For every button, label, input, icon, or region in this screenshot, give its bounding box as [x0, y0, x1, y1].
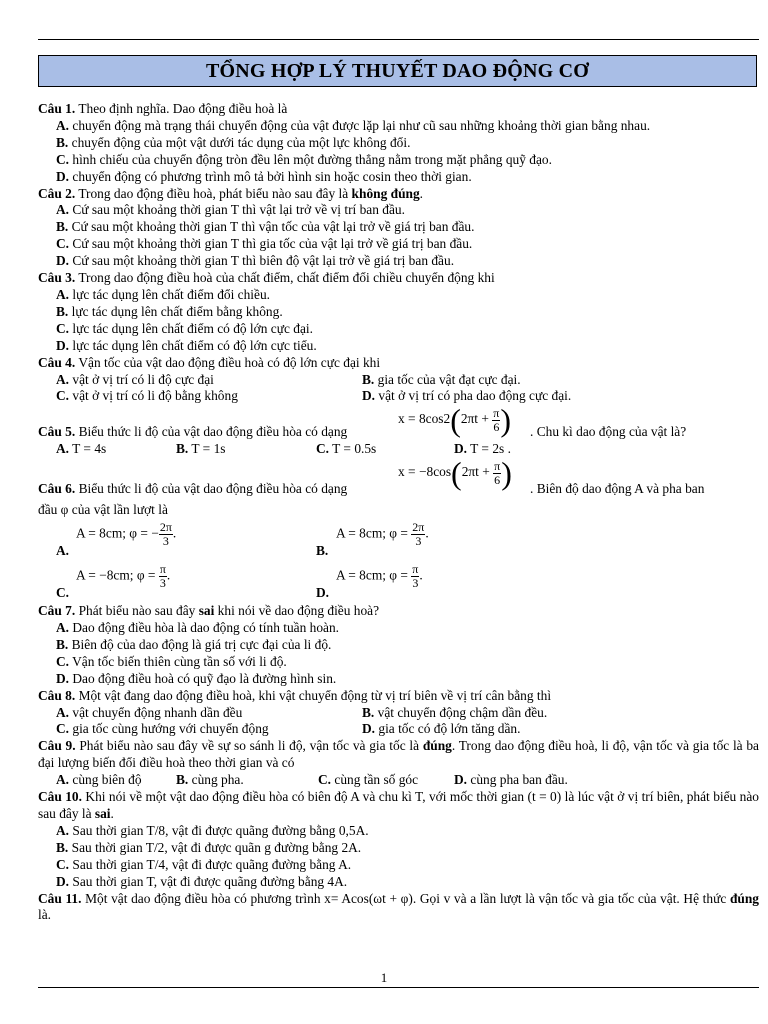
option-d: D. lực tác dụng lên chất điểm có độ lớn cực tiểu. — [56, 337, 317, 353]
option-d: D. gia tốc có độ lớn tăng dần. — [362, 721, 521, 737]
question-6: x = −8cos(2πt + $\frac{\pi}{6}$ ) Câu 6. Biểu thức li độ của vật dao động điều hòa có dạng . Biên độ dao động A và pha ban — [38, 455, 705, 497]
option-c: C. Vận tốc biến thiên cùng tần số với li độ. — [56, 653, 287, 669]
question-10: Câu 10. Khi nói về một vật dao động điều hòa có biên độ A và chu kì T, với mốc thời gian (t = 0) là lúc vật ở vị trí biên, phát biểu nào sau đây là sai. — [38, 789, 760, 821]
option-c: C. T = 0.5s — [316, 441, 377, 457]
options-row — [38, 441, 759, 458]
page-number: 1 — [380, 970, 388, 985]
option-d: D. Sau thời gian T, vật đi được quãng đường bằng 4A. — [56, 873, 348, 889]
question-2: Câu 2. Trong dao động điều hoà, phát biểu nào sau đây là không đúng. — [38, 185, 424, 201]
question-label: Câu 1. — [38, 101, 76, 116]
top-rule — [38, 39, 759, 40]
equation: x = −8cos(2πt + $\frac{\pi}{6}$ ) — [398, 455, 512, 492]
equation: x = 8cos2(2πt + $\frac{\pi}{6}$ ) — [398, 402, 511, 439]
option-c: C. vật ở vị trí có li độ bằng không — [56, 388, 238, 404]
option-a: A. Sau thời gian T/8, vật đi được quãng đường bằng 0,5A. — [56, 822, 369, 838]
option-a: A. T = 4s — [56, 441, 107, 457]
option-d: D. Dao động điều hoà có quỹ đạo là đường hình sin. — [56, 670, 337, 686]
question-1 — [38, 101, 759, 118]
options-row: C. A = −8cm; φ = $\frac{\pi}{3}$ . D. A = 8cm; φ = $\frac{\pi}{3}$ . — [56, 562, 423, 601]
option-b: B. vật chuyển động chậm dần đều. — [362, 704, 548, 720]
options-row — [38, 388, 759, 405]
option-c: A = −8cm; φ = $\frac{\pi}{3}$ . — [76, 562, 171, 591]
question-list — [38, 101, 759, 924]
option-a: A. cùng biên độ — [56, 772, 142, 788]
option-b: B. chuyển động của một vật dưới tác dụng của một lực không đổi. — [56, 134, 411, 150]
option-a: A. lực tác dụng lên chất điểm đổi chiều. — [56, 286, 271, 302]
bottom-rule — [38, 987, 759, 988]
option-d: D. cùng pha ban đầu. — [454, 772, 568, 788]
option-c: C. Sau thời gian T/4, vật đi được quãng đường bằng A. — [56, 856, 352, 872]
option-b: B. cùng pha. — [176, 772, 244, 788]
option-a: A. vật chuyển động nhanh dần đều — [56, 704, 243, 720]
option-b: B. Biên độ của dao động là giá trị cực đại của li độ. — [56, 636, 332, 652]
options-row — [38, 721, 759, 738]
page-title: TỔNG HỢP LÝ THUYẾT DAO ĐỘNG CƠ — [38, 55, 757, 87]
option-c: C. Cứ sau một khoảng thời gian T thì gia tốc của vật lại trở về giá trị ban đầu. — [56, 236, 473, 252]
option-c: C. gia tốc cùng hướng với chuyển động — [56, 721, 269, 737]
option-b: A = 8cm; φ = $\frac{2\pi}{3}$ . — [336, 520, 429, 549]
option-d: A = 8cm; φ = $\frac{\pi}{3}$ . — [336, 562, 423, 591]
option-b: B. Cứ sau một khoảng thời gian T thì vận tốc của vật lại trở về giá trị ban đầu. — [56, 219, 475, 235]
option-c: C. lực tác dụng lên chất điểm có độ lớn cực đại. — [56, 320, 313, 336]
option-d: D. T = 2s . — [454, 441, 511, 457]
option-b: B. lực tác dụng lên chất điểm bằng không. — [56, 303, 283, 319]
option-a: A = 8cm; φ = − $\frac{2\pi}{3}$ . — [76, 520, 177, 549]
options-row — [38, 705, 759, 722]
question-9: Câu 9. Phát biểu nào sau đây về sự so sánh li độ, vận tốc và gia tốc là đúng. Trong dao động điều hoà, li độ, vận tốc và gia tốc là ba đại lượng biến đổi điều hoà theo thời gian và có — [38, 738, 759, 771]
question-stem: Theo định nghĩa. Dao động điều hoà là — [75, 101, 288, 116]
question-11: Câu 11. Một vật dao động điều hòa có phương trình x= Acos(ωt + φ). Gọi v và a lần lượt là vận tốc và gia tốc của vật. Hệ thức đúng là. — [38, 890, 759, 923]
option-d: D. Cứ sau một khoảng thời gian T thì biên độ vật lại trở về giá trị ban đầu. — [56, 253, 455, 269]
option-d: D. vật ở vị trí có pha dao động cực đại. — [362, 388, 572, 404]
option-c: C. hình chiếu của chuyển động tròn đều lên một đường thẳng nằm trong mặt phẳng quỹ đạo. — [56, 151, 552, 167]
options-row — [38, 372, 759, 389]
option-a: A. Dao động điều hòa là dao động có tính tuần hoàn. — [56, 620, 340, 636]
options-row — [38, 772, 759, 789]
question-8: Câu 8. Một vật đang dao động điều hoà, khi vật chuyển động từ vị trí biên về vị trí cân bằng thì — [38, 687, 552, 703]
option-b: B. T = 1s — [176, 441, 226, 457]
question-5: x = 8cos2(2πt + $\frac{\pi}{6}$ ) Câu 5. Biểu thức li độ của vật dao động điều hòa có dạng . Chu kì dao động của vật là? — [38, 402, 687, 440]
option-a: A. vật ở vị trí có li độ cực đại — [56, 371, 214, 387]
question-3: Câu 3. Trong dao động điều hoà của chất điểm, chất điểm đổi chiều chuyển động khi — [38, 270, 495, 286]
question-7: Câu 7. Phát biểu nào sau đây sai khi nói về dao động điều hoà? — [38, 603, 380, 619]
option-b: B. Sau thời gian T/2, vật đi được quãn g đường bằng 2A. — [56, 839, 362, 855]
option-a: A. chuyển động mà trạng thái chuyển động của vật được lặp lại như cũ sau những khoảng thời gian bằng nhau. — [56, 117, 651, 133]
question-4: Câu 4. Vận tốc của vật dao động điều hoà có độ lớn cực đại khi — [38, 354, 381, 370]
option-b: B. gia tốc của vật đạt cực đại. — [362, 371, 521, 387]
question-6-line2: đầu φ của vật lần lượt là — [38, 502, 168, 518]
options-row: A. A = 8cm; φ = − $\frac{2\pi}{3}$ . B. A = 8cm; φ = $\frac{2\pi}{3}$ . — [56, 520, 429, 559]
option-c: C. cùng tần số góc — [318, 772, 419, 788]
option-a: A. Cứ sau một khoảng thời gian T thì vật lại trở về vị trí ban đầu. — [56, 202, 405, 218]
option-d: D. chuyển động có phương trình mô tả bởi hình sin hoặc cosin theo thời gian. — [56, 168, 472, 184]
